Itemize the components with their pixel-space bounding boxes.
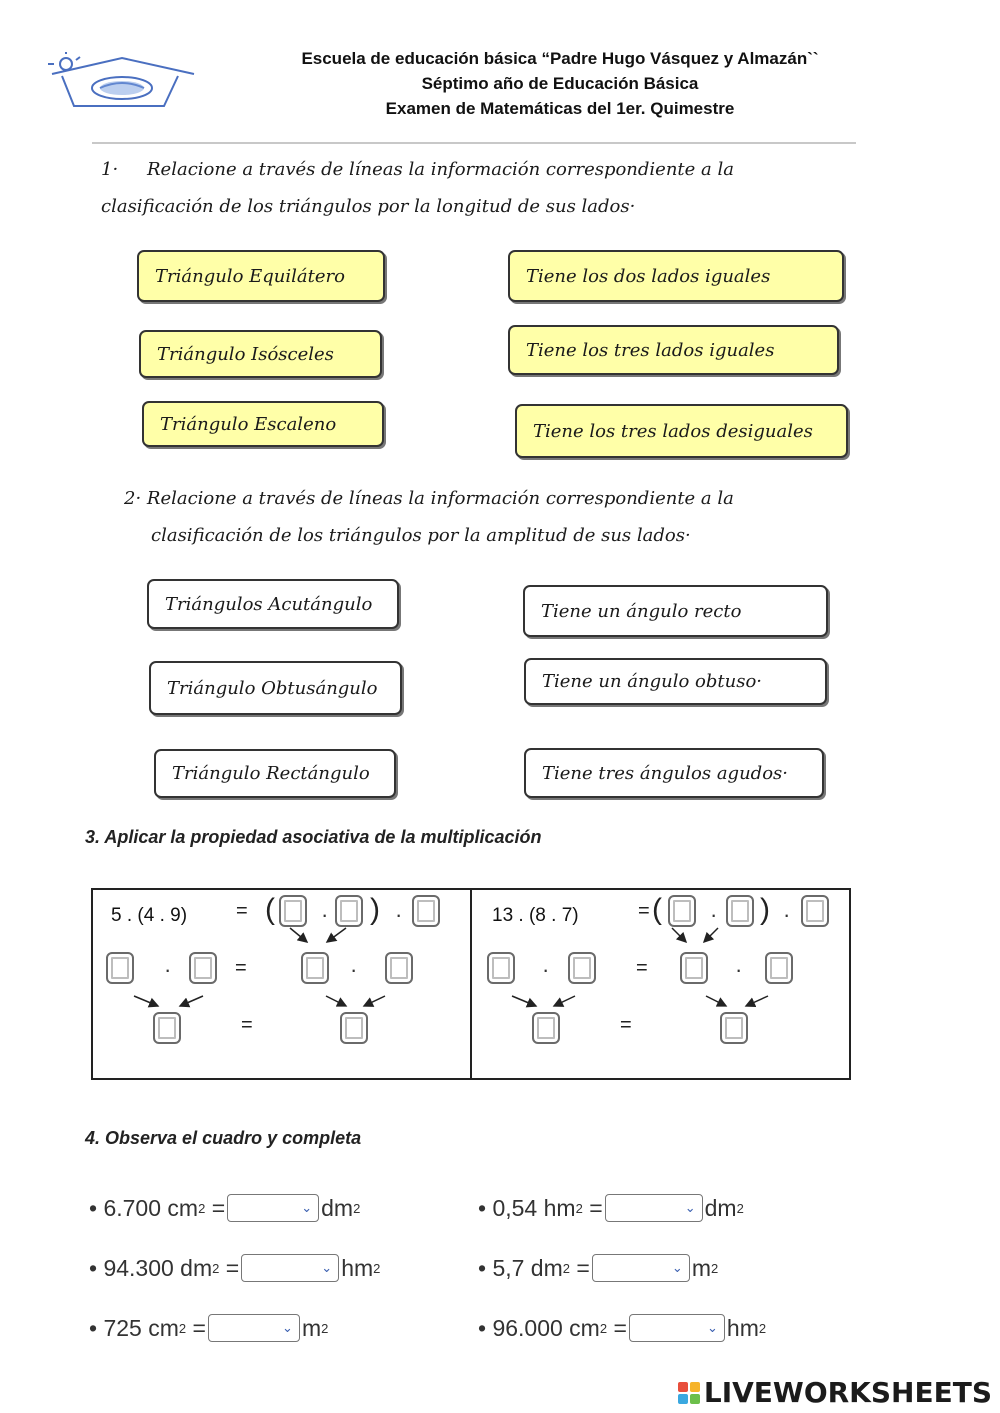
equals-sign: = xyxy=(236,900,248,922)
conversion-unit: hm xyxy=(726,1314,759,1341)
conversion-unit: m xyxy=(691,1254,711,1281)
close-paren: ) xyxy=(760,893,770,926)
conversion-value: • 96.000 cm xyxy=(478,1314,600,1341)
equals-sign: = xyxy=(241,1014,253,1036)
arrow xyxy=(326,996,346,1006)
conversion-item-6 xyxy=(478,1314,766,1342)
conversion-unit: hm xyxy=(341,1254,374,1281)
exponent: 2 xyxy=(575,1200,583,1216)
q1-line-1: Relacione a través de líneas la información correspondiente a la xyxy=(147,159,734,180)
q1-right-label: Tiene los tres lados desiguales xyxy=(533,420,813,442)
answer-dropdown[interactable] xyxy=(592,1254,690,1282)
header-line-3: Examen de Matemáticas del 1er. Quimestre xyxy=(385,99,735,118)
exponent: 2 xyxy=(758,1320,767,1336)
conversion-item-3 xyxy=(89,1254,380,1282)
chevron-down-icon: ⌄ xyxy=(301,1200,313,1215)
dot-sign: · xyxy=(164,957,172,982)
arrow xyxy=(706,996,726,1006)
q3-title: 3. Aplicar la propiedad asociativa de la multiplicación xyxy=(85,827,542,847)
exponent: 2 xyxy=(711,1260,719,1276)
conversion-value: • 5,7 dm xyxy=(478,1254,563,1281)
exponent: 2 xyxy=(353,1200,361,1216)
chevron-down-icon: ⌄ xyxy=(321,1260,333,1275)
exponent: 2 xyxy=(178,1320,187,1336)
q3-left-expression: 5 . (4 . 9) xyxy=(111,905,188,926)
dot-sign: · xyxy=(783,902,791,927)
q1-right-label: Tiene los dos lados iguales xyxy=(526,265,771,287)
open-paren: ( xyxy=(265,893,275,926)
equals-sign: = xyxy=(638,900,650,922)
q2-left-label: Triángulo Obtusángulo xyxy=(167,677,378,699)
equals-sign: = xyxy=(211,1194,226,1221)
exponent: 2 xyxy=(562,1260,570,1276)
brand-grid-icon xyxy=(678,1382,700,1404)
equals-sign: = xyxy=(613,1314,627,1341)
exponent: 2 xyxy=(373,1260,381,1276)
q2-right-label: Tiene un ángulo obtuso· xyxy=(542,671,763,692)
chevron-down-icon: ⌄ xyxy=(684,1200,696,1215)
arrow xyxy=(672,928,686,942)
equals-sign: = xyxy=(636,957,648,979)
arrow xyxy=(554,996,575,1006)
exponent: 2 xyxy=(736,1200,744,1216)
q2-right-label: Tiene un ángulo recto xyxy=(541,600,742,622)
chevron-down-icon: ⌄ xyxy=(707,1320,718,1335)
answer-dropdown[interactable] xyxy=(208,1314,300,1342)
dot-sign: · xyxy=(542,957,550,982)
equals-sign: = xyxy=(192,1314,206,1341)
conversion-item-5 xyxy=(89,1314,328,1342)
header-line-2: Séptimo año de Educación Básica xyxy=(421,74,699,93)
conversion-item-1 xyxy=(89,1194,360,1222)
conversion-value: • 94.300 dm xyxy=(89,1254,213,1281)
dot-sign: · xyxy=(735,957,743,982)
conversion-value: • 6.700 cm xyxy=(89,1194,199,1221)
answer-dropdown[interactable] xyxy=(629,1314,725,1342)
arrow xyxy=(704,928,718,942)
exponent: 2 xyxy=(321,1320,329,1336)
exponent: 2 xyxy=(212,1260,220,1276)
dot-sign: · xyxy=(395,902,403,927)
exponent: 2 xyxy=(599,1320,608,1336)
q1-left-label: Triángulo Equilátero xyxy=(155,265,345,287)
header-line-1: Escuela de educación básica “Padre Hugo Vásquez y Almazán`` xyxy=(301,49,819,68)
arrow xyxy=(364,996,385,1006)
q1-number: 1· xyxy=(101,159,119,180)
q2-left-label: Triángulos Acutángulo xyxy=(165,593,373,615)
q2-line-1: 2· Relacione a través de líneas la información correspondiente a la xyxy=(124,488,734,509)
exponent: 2 xyxy=(198,1200,206,1216)
conversion-unit: dm xyxy=(704,1194,737,1221)
equals-sign: = xyxy=(225,1254,240,1281)
q2-left-label: Triángulo Rectángulo xyxy=(172,763,370,784)
arrow xyxy=(290,928,307,942)
conversion-unit: dm xyxy=(321,1194,354,1221)
arrow xyxy=(746,996,768,1006)
equals-sign: = xyxy=(235,957,247,979)
q4-title: 4. Observa el cuadro y completa xyxy=(85,1128,362,1148)
brand-text: LIVEWORKSHEETS xyxy=(703,1376,992,1409)
arrow xyxy=(134,996,158,1006)
q1-left-label: Triángulo Escaleno xyxy=(160,413,337,435)
arrow xyxy=(327,928,346,942)
equals-sign: = xyxy=(620,1014,632,1036)
q1-line-2: clasificación de los triángulos por la longitud de sus lados· xyxy=(101,196,636,217)
q2-line-2: clasificación de los triángulos por la amplitud de sus lados· xyxy=(151,525,691,546)
conversion-value: • 725 cm xyxy=(89,1314,179,1341)
chevron-down-icon: ⌄ xyxy=(671,1260,683,1275)
answer-dropdown[interactable] xyxy=(227,1194,319,1222)
q3-right-expression: 13 . (8 . 7) xyxy=(492,905,579,926)
equals-sign: = xyxy=(589,1194,603,1221)
answer-dropdown[interactable] xyxy=(241,1254,339,1282)
chevron-down-icon: ⌄ xyxy=(282,1320,293,1335)
dot-sign: · xyxy=(710,902,718,927)
conversion-item-2 xyxy=(478,1194,744,1222)
q1-right-label: Tiene los tres lados iguales xyxy=(526,339,775,361)
conversion-value: • 0,54 hm xyxy=(478,1194,576,1221)
conversion-item-4 xyxy=(478,1254,718,1282)
q1-left-label: Triángulo Isósceles xyxy=(157,343,334,365)
close-paren: ) xyxy=(370,893,380,926)
q2-right-label: Tiene tres ángulos agudos· xyxy=(542,762,788,784)
equals-sign: = xyxy=(576,1254,590,1281)
liveworksheets-logo xyxy=(678,1376,992,1409)
conversion-unit: m xyxy=(301,1314,322,1341)
open-paren: ( xyxy=(652,893,662,926)
dot-sign: · xyxy=(350,957,358,982)
arrow xyxy=(180,996,203,1006)
answer-dropdown[interactable] xyxy=(605,1194,703,1222)
arrow xyxy=(512,996,536,1006)
dot-sign: · xyxy=(321,902,329,927)
